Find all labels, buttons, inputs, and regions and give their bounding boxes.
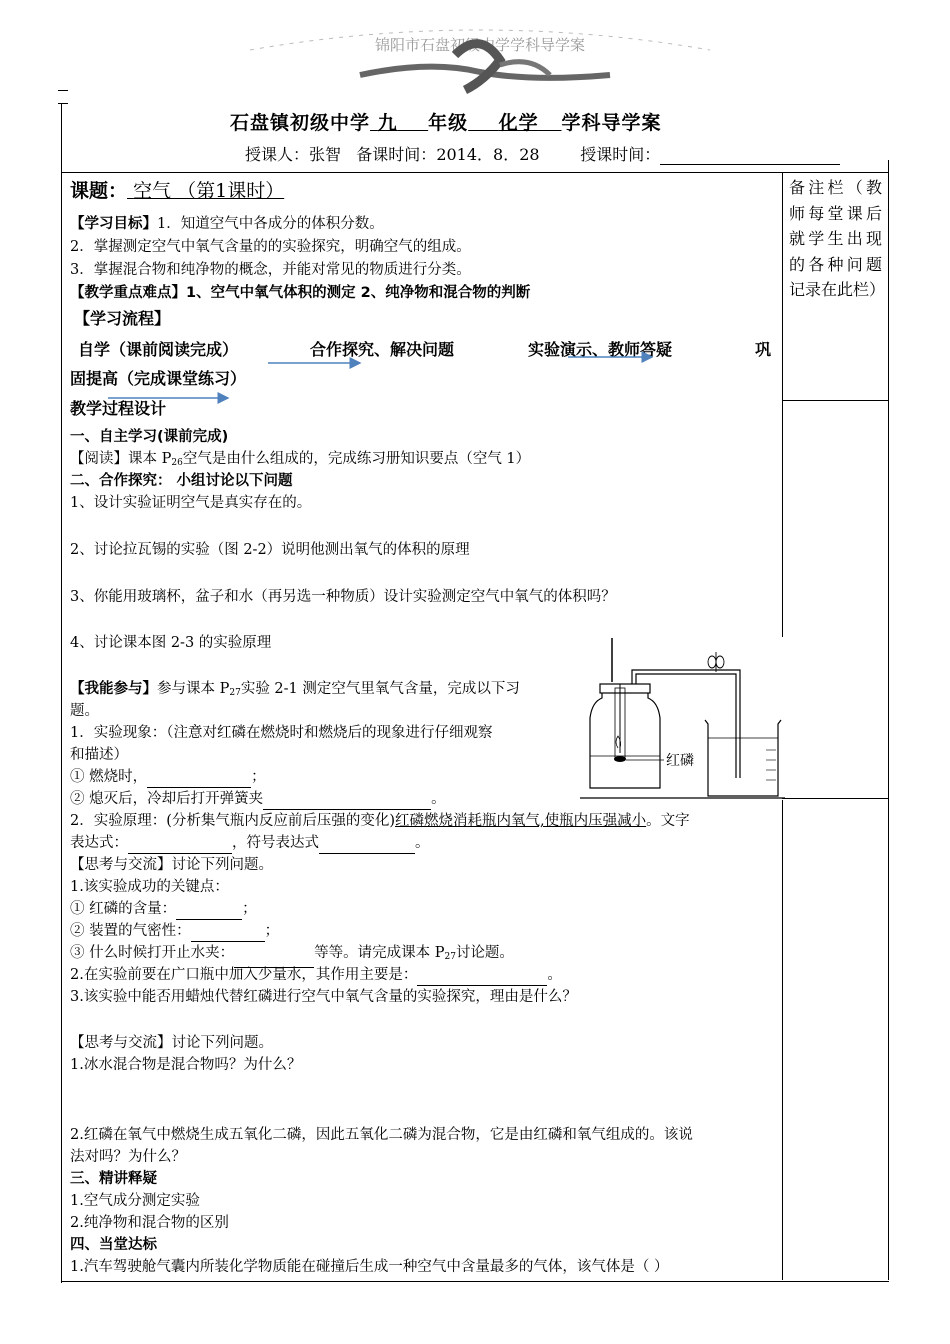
phenomenon-cont: 和描述） xyxy=(70,747,128,763)
notes-column: 备注栏（教师每堂课后就学生出现的各种问题记录在此栏） xyxy=(789,178,886,299)
flow-heading: 【学习流程】 xyxy=(74,309,171,328)
phenomenon-burning: ① 燃烧时， ； xyxy=(70,767,778,788)
phenomenon: 1．实验现象：（注意对红磷在燃烧时和燃烧后的现象进行仔细观察 xyxy=(70,725,493,741)
think-question: 2.在实验前要在广口瓶中加入少量水，其作用主要是： 。 xyxy=(70,965,778,986)
answer-blank[interactable] xyxy=(319,853,415,854)
participate-intro: 【我能参与】参与课本 $P_{27}$实验 2-1 测定空气里氧气含量，完成以下习 xyxy=(70,681,520,698)
think-question: 2.红磷在氧气中燃烧生成五氧化二磷，因此五氧化二磷为混合物，它是由红磷和氧气组成的。该说 xyxy=(70,1127,693,1143)
principle: 2．实验原理：(分析集气瓶内反应前后压强的变化)红磷燃烧消耗瓶内氧气,使瓶内压强减小。文字 xyxy=(70,813,690,829)
lesson-topic: 课题： 空气 （第1课时） xyxy=(70,180,285,202)
figure-label: 红磷 xyxy=(666,753,694,769)
think-question: 3.该实验中能否用蜡烛代替红磷进行空气中氧气含量的实验探究，理由是什么？ xyxy=(70,989,577,1005)
flow-arrows xyxy=(0,0,950,420)
answer-blank[interactable] xyxy=(176,919,242,920)
list-item: 2.纯净物和混合物的区别 xyxy=(70,1215,229,1231)
section3-heading: 三、精讲释疑 xyxy=(70,1171,157,1187)
section1-heading: 一、自主学习(课前完成) xyxy=(70,429,229,445)
participate-intro-cont: 题。 xyxy=(70,703,99,719)
learning-goals: 【学习目标】1．知道空气中各成分的体积分数。 xyxy=(70,216,384,232)
teacher-name: 张智 xyxy=(309,145,342,164)
design-heading: 教学过程设计 xyxy=(70,399,167,418)
reading-task: 【阅读】课本 $P_{26}$空气是由什么组成的，完成练习册知识要点（空气 1） xyxy=(70,451,531,468)
lesson-topic-value: 空气 （第1课时） xyxy=(133,180,285,202)
title-subject-label: 学科导学案 xyxy=(561,112,662,134)
expression: 表达式： ，符号表达式 。 xyxy=(70,833,778,854)
title-grade-label: 年级 xyxy=(428,112,469,134)
think-question: 1.该实验成功的关键点： xyxy=(70,879,229,895)
title-school: 石盘镇初级中学 xyxy=(230,112,371,134)
key-point: ① 红磷的含量： ； xyxy=(70,899,778,920)
question: 3、你能用玻璃杯，盆子和水（再另选一种物质）设计实验测定空气中氧气的体积吗？ xyxy=(70,589,616,605)
question: 2、讨论拉瓦锡的实验（图 2-2）说明他测出氧气的体积的原理 xyxy=(70,542,470,558)
flow-item: 巩 xyxy=(755,340,772,359)
think-question: 1.冰水混合物是混合物吗？为什么？ xyxy=(70,1057,302,1073)
flow-item: 自学（课前阅读完成） xyxy=(78,340,239,359)
question: 1、设计实验证明空气是真实存在的。 xyxy=(70,495,312,511)
answer-blank[interactable] xyxy=(147,787,251,788)
section4-heading: 四、当堂达标 xyxy=(70,1237,157,1253)
lesson-info: 授课人：张智 备课时间：2014．8．28 授课时间： xyxy=(245,142,840,165)
key-points: 【教学重点难点】1、空气中氧气体积的测定 2、纯净物和混合物的判断 xyxy=(70,285,531,301)
answer-blank[interactable] xyxy=(263,809,431,810)
key-point: ② 装置的气密性： ； xyxy=(70,921,778,942)
goal-item: 3．掌握混合物和纯净物的概念，并能对常见的物质进行分类。 xyxy=(70,262,471,278)
key-point: ③ 什么时候打开止水夹： 等等。请完成课本 $P_{27}$讨论题。 xyxy=(70,943,778,968)
title-subject: 化学 xyxy=(498,112,539,134)
principle-answer: 红磷燃烧消耗瓶内氧气,使瓶内压强减小 xyxy=(395,813,647,829)
answer-blank[interactable] xyxy=(128,853,232,854)
flow-item: 实验演示、教师答疑 xyxy=(528,340,673,359)
question: 4、讨论课本图 2-3 的实验原理 xyxy=(70,635,272,651)
think-heading: 【思考与交流】讨论下列问题。 xyxy=(70,1035,273,1051)
prep-time: 2014．8．28 xyxy=(436,145,540,164)
list-item: 1.空气成分测定实验 xyxy=(70,1193,200,1209)
flow-item: 固提高（完成课堂练习） xyxy=(70,369,247,388)
goal-item: 2．掌握测定空气中氧气含量的的实验探究，明确空气的组成。 xyxy=(70,239,471,255)
flow-item: 合作探究、解决问题 xyxy=(310,340,455,359)
think-heading: 【思考与交流】讨论下列问题。 xyxy=(70,857,273,873)
phenomenon-after: ② 熄灭后，冷却后打开弹簧夹 。 xyxy=(70,789,778,810)
answer-blank[interactable] xyxy=(191,941,265,942)
logo-text: 锦阳市石盘初级中学学科导学案 xyxy=(374,36,586,54)
think-question-cont: 法对吗？为什么？ xyxy=(70,1149,186,1165)
section2-heading: 二、合作探究： 小组讨论以下问题 xyxy=(70,473,293,489)
title-grade: 九 xyxy=(377,112,398,134)
exercise-question: 1.汽车驾驶舱气囊内所装化学物质能在碰撞后生成一种空气中含量最多的气体，该气体是（ ） xyxy=(70,1259,669,1275)
answer-blank[interactable] xyxy=(417,985,547,986)
